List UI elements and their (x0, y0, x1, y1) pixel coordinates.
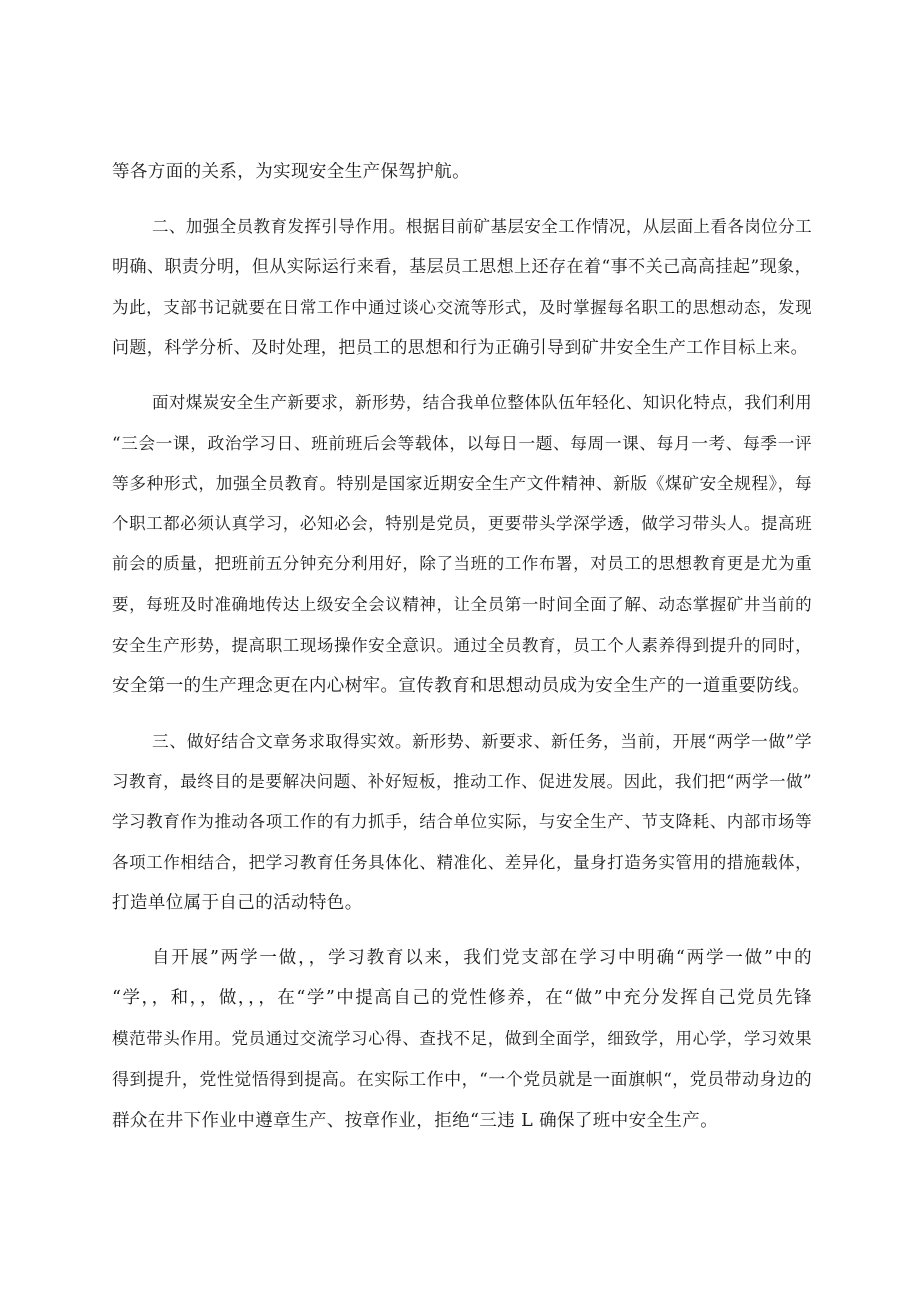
paragraph-5-line-2: “学，，和，，做，，，在“学”中提高自己的党性修养，在“做”中充分发挥自己党员先锋 (112, 988, 812, 1008)
paragraph-5-line-1: 自开展”两学一做，，学习教育以来，我们党支部在学习中明确“两学一做”中的 (152, 948, 812, 968)
paragraph-3-line-1: 面对煤炭安全生产新要求，新形势，结合我单位整体队伍年轻化、知识化特点，我们利用 (152, 393, 812, 412)
paragraph-4-line-5: 打造单位属于自己的活动特色。 (112, 893, 363, 913)
paragraph-5-line-3: 模范带头作用。党员通过交流学习心得、查找不足，做到全面学，细致学，用心学，学习效果 (112, 1029, 812, 1048)
paragraph-2-line-4: 问题，科学分析、及时处理，把员工的思想和行为正确引导到矿井安全生产工作目标上来。 (112, 338, 808, 358)
paragraph-5-line-4: 得到提升，党性觉悟得到提高。在实际工作中，“一个党员就是一面旗帜“，党员带动身边的 (112, 1070, 812, 1090)
paragraph-3-line-6: 要，每班及时准确地传达上级安全会议精神，让全员第一时间全面了解、动态掌握矿井当前的 (112, 595, 812, 614)
paragraph-3-line-8: 安全第一的生产理念更在内心树牢。宣传教育和思想动员成为安全生产的一道重要防线。 (112, 676, 811, 696)
paragraph-2-line-2: 明确、职责分明，但从实际运行来看，基层员工思想上还存在着“事不关己高高挂起”现象， (112, 257, 812, 277)
paragraph-3-line-3: 等多种形式，加强全员教育。特别是国家近期安全生产文件精神、新版《煤矿安全规程》，每 (112, 473, 812, 493)
paragraph-1-line-1: 等各方面的关系，为实现安全生产保驾护航。 (112, 162, 470, 182)
paragraph-2-line-1: 二、加强全员教育发挥引导作用。根据目前矿基层安全工作情况，从层面上看各岗位分工 (152, 217, 812, 236)
paragraph-5-line-5: 群众在井下作业中遵章生产、按章作业，拒绝“三违 L 确保了班中安全生产。 (112, 1111, 719, 1131)
paragraph-3-line-5: 前会的质量，把班前五分钟充分利用好，除了当班的工作布署，对员工的思想教育更是尤为重 (112, 554, 812, 573)
paragraph-3-line-2: “三会一课，政治学习日、班前班后会等载体，以每日一题、每周一课、每月一考、每季一评 (112, 433, 812, 453)
paragraph-4-line-2: 习教育，最终目的是要解决问题、补好短板，推动工作、促进发展。因此，我们把“两学一做” (112, 772, 812, 791)
paragraph-4-line-1: 三、做好结合文章务求取得实效。新形势、新要求、新任务，当前，开展“两学一做”学 (152, 731, 812, 751)
paragraph-3-line-4: 个职工都必须认真学习，必知必会，特别是党员，更要带头学深学透，做学习带头人。提高班 (112, 514, 812, 533)
paragraph-4-line-4: 各项工作相结合，把学习教育任务具体化、精准化、差异化，量身打造务实管用的措施载体， (112, 853, 812, 872)
paragraph-3-line-7: 安全生产形势，提高职工现场操作安全意识。通过全员教育，员工个人素养得到提升的同时， (112, 636, 812, 655)
paragraph-2-line-3: 为此，支部书记就要在日常工作中通过谈心交流等形式，及时掌握每名职工的思想动态，发现 (112, 298, 812, 317)
paragraph-4-line-3: 学习教育作为推动各项工作的有力抓手，结合单位实际，与安全生产、节支降耗、内部市场等 (112, 812, 812, 831)
